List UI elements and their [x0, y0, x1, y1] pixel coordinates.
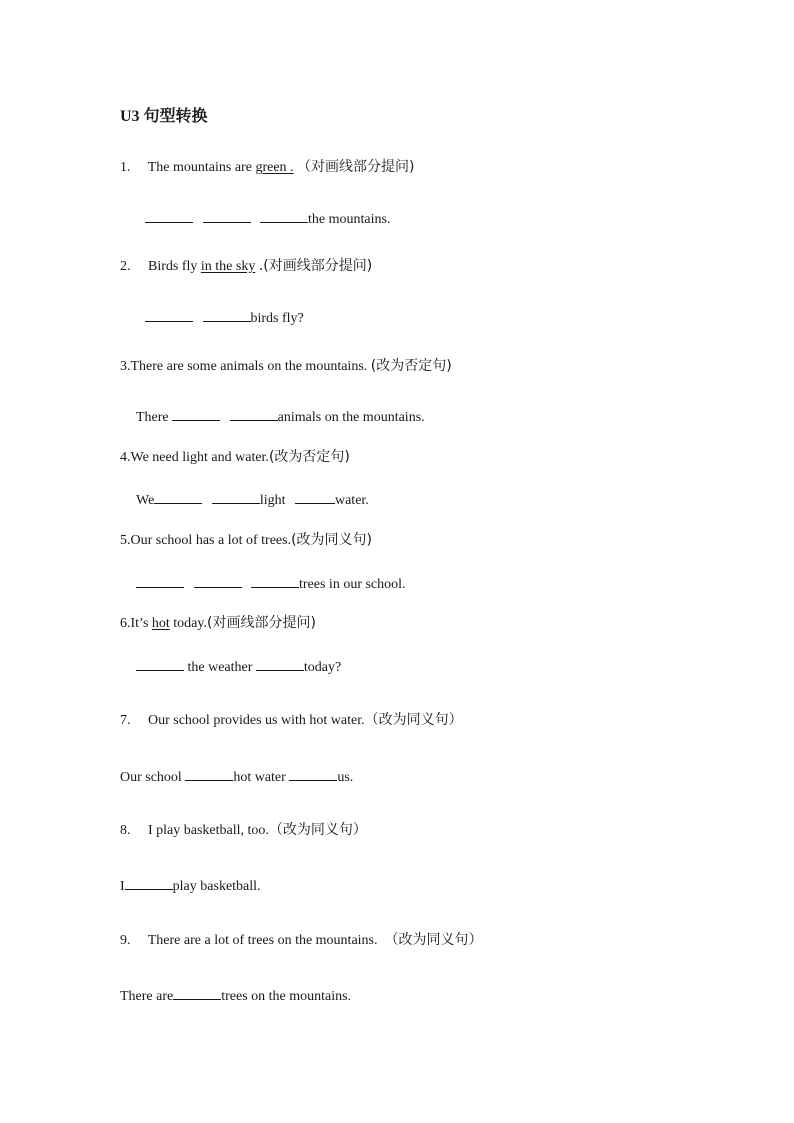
blank[interactable] [212, 489, 260, 504]
a7-prefix: Our school [120, 770, 186, 785]
q2-number: 2. [120, 259, 131, 274]
q6-instruction: (对画线部分提问) [206, 615, 316, 631]
question-6 [120, 614, 316, 633]
question-1 [120, 158, 415, 177]
blank[interactable] [136, 656, 184, 671]
a8-text: play basketball. [172, 879, 261, 894]
question-4 [120, 448, 350, 467]
answer-line-9 [120, 985, 351, 1006]
a9-text: trees on the mountains. [221, 989, 352, 1004]
q4-text: 4.We need light and water. [120, 450, 269, 465]
q5-text: 5.Our school has a lot of trees. [120, 533, 292, 548]
a4-prefix: We [136, 493, 155, 508]
q2-underlined: in the sky [200, 259, 256, 274]
q7-text: Our school provides us with hot water. [148, 713, 365, 728]
blank[interactable] [260, 208, 308, 223]
a7-mid: hot water [233, 770, 290, 785]
question-5 [120, 531, 372, 550]
question-7 [120, 711, 463, 730]
q2-instruction: .(对画线部分提问) [258, 258, 373, 274]
answer-line-4 [136, 489, 369, 510]
q2-text: Birds fly [148, 259, 198, 274]
a6-text: today? [303, 660, 342, 675]
page-title: U3 句型转换 [120, 108, 208, 125]
q5-instruction: (改为同义句) [291, 532, 373, 548]
blank[interactable] [203, 307, 251, 322]
q9-instruction: （改为同义句） [384, 932, 483, 948]
q1-underlined: green . [255, 160, 294, 175]
q6-text-after: today. [169, 616, 207, 631]
q1-text: The mountains are [147, 160, 252, 175]
a5-text: trees in our school. [299, 577, 406, 592]
q3-text: 3.There are some animals on the mountains. [120, 359, 368, 374]
answer-line-8 [120, 875, 261, 896]
q3-instruction: (改为否定句) [370, 358, 452, 374]
blank[interactable] [256, 656, 304, 671]
blank[interactable] [136, 573, 184, 588]
q1-instruction: （对画线部分提问) [297, 159, 415, 175]
a9-prefix: There are [120, 989, 174, 1004]
q4-instruction: (改为否定句) [268, 449, 350, 465]
blank[interactable] [172, 406, 220, 421]
q9-text: There are a lot of trees on the mountains. [147, 933, 378, 948]
a3-prefix: There [136, 410, 169, 425]
answer-line-6 [136, 656, 341, 677]
answer-line-7 [120, 766, 353, 787]
blank[interactable] [295, 489, 335, 504]
a3-text: animals on the mountains. [277, 410, 425, 425]
q7-number: 7. [120, 713, 131, 728]
question-9 [120, 931, 483, 950]
answer-line-5 [136, 573, 406, 594]
answer-line-1 [145, 208, 390, 229]
a2-text: birds fly? [250, 311, 304, 326]
blank[interactable] [173, 985, 221, 1000]
a8-prefix: I [120, 879, 125, 894]
blank[interactable] [203, 208, 251, 223]
blank[interactable] [145, 208, 193, 223]
q8-text: I play basketball, too. [148, 823, 269, 838]
blank[interactable] [145, 307, 193, 322]
blank[interactable] [125, 875, 173, 890]
blank[interactable] [289, 766, 337, 781]
q8-number: 8. [120, 823, 131, 838]
q6-text: 6.It’s [120, 616, 152, 631]
blank[interactable] [251, 573, 299, 588]
q1-number: 1. [120, 160, 131, 175]
q6-underlined: hot [151, 616, 170, 631]
a4-mid: light [259, 493, 286, 508]
a4-text: water. [334, 493, 369, 508]
question-3 [120, 357, 452, 376]
q7-instruction: （改为同义句） [364, 712, 463, 728]
blank[interactable] [185, 766, 233, 781]
blank[interactable] [194, 573, 242, 588]
blank[interactable] [154, 489, 202, 504]
q9-number: 9. [120, 933, 131, 948]
question-8 [120, 821, 367, 840]
q8-instruction: （改为同义句） [268, 822, 367, 838]
a7-text: us. [337, 770, 354, 785]
question-2 [120, 257, 372, 276]
a1-text: the mountains. [308, 212, 391, 227]
blank[interactable] [230, 406, 278, 421]
answer-line-2 [145, 307, 304, 328]
a6-mid: the weather [184, 660, 256, 675]
answer-line-3 [136, 406, 425, 427]
